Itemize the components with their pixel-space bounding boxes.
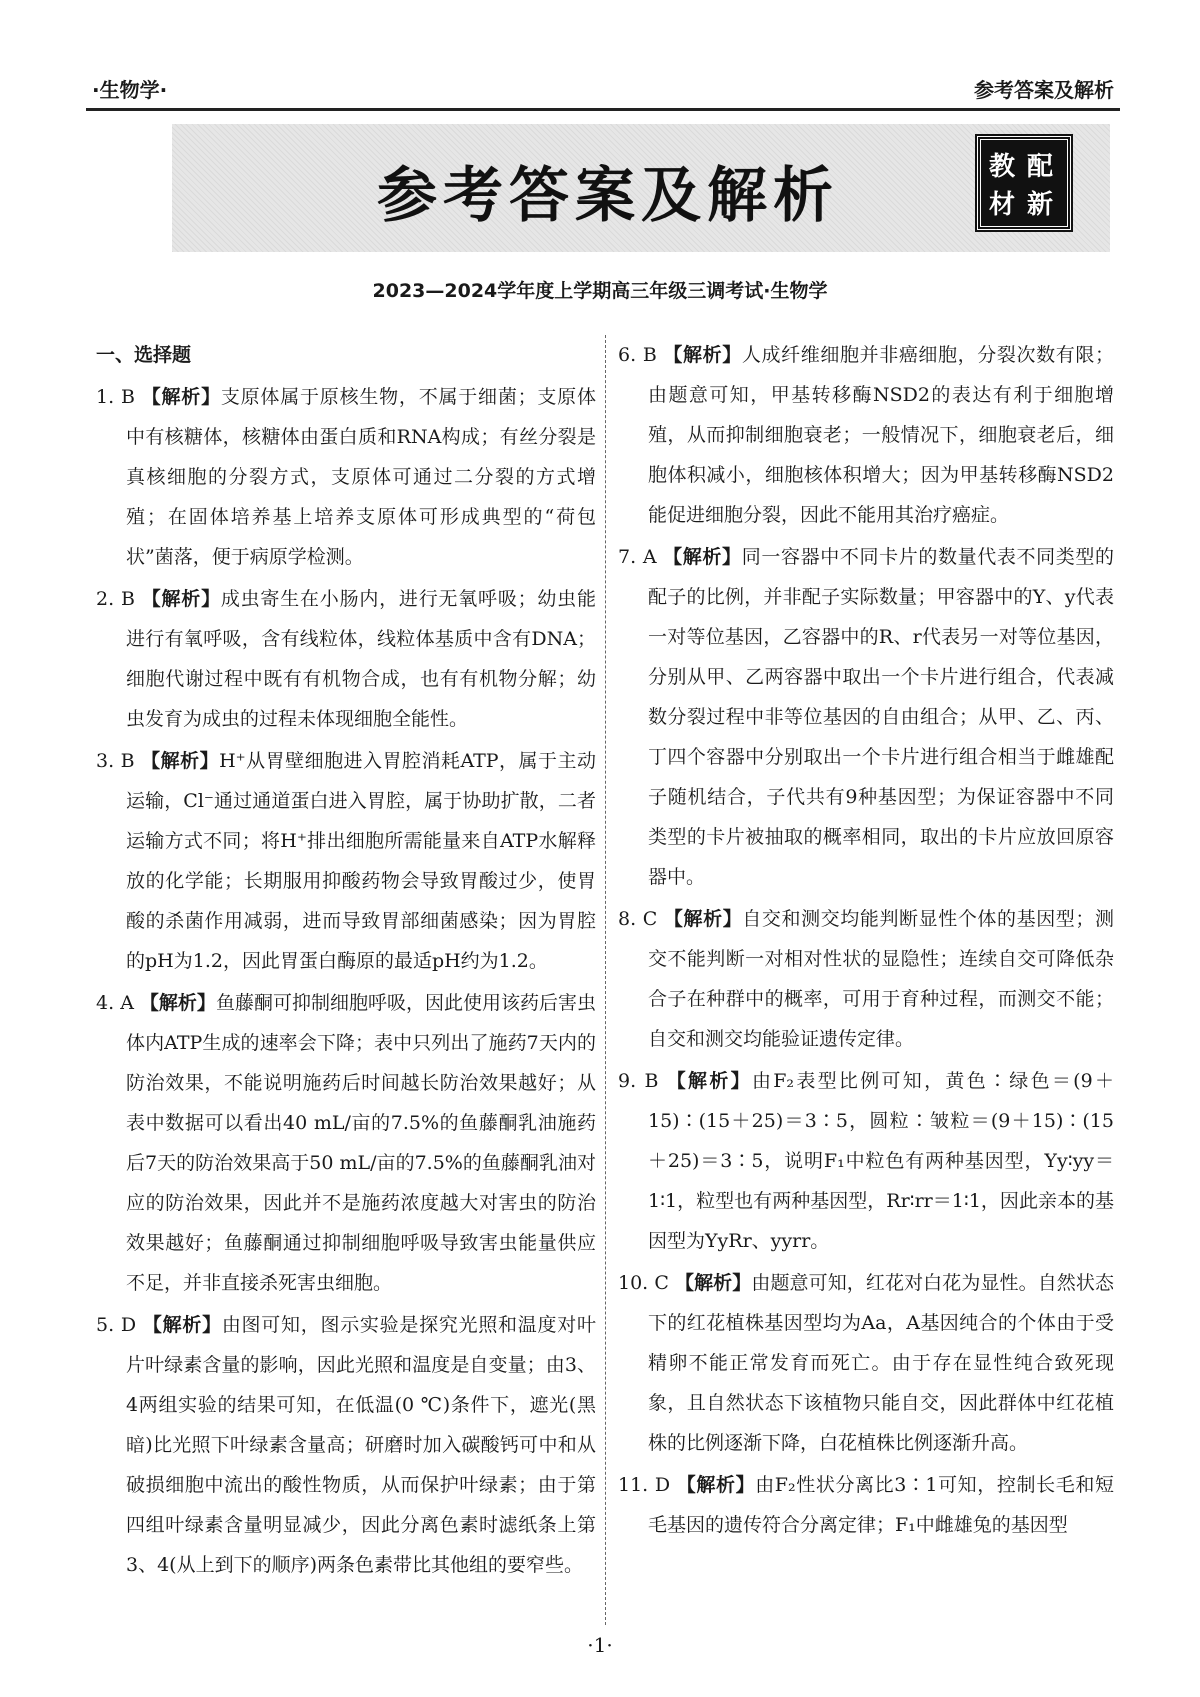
analysis-tag: 【解析】: [140, 588, 221, 610]
stamp-char-2: 配: [1027, 152, 1054, 182]
analysis-tag: 【解析】: [664, 1070, 752, 1092]
analysis-tag: 【解析】: [663, 908, 743, 930]
title-banner: [172, 124, 1110, 252]
question-number: 1.: [96, 386, 115, 408]
analysis-text: 人成纤维细胞并非癌细胞，分裂次数有限；由题意可知，甲基转移酶NSD2的表达有利于细胞增殖，从而抑制细胞衰老；一般情况下，细胞衰老后，细胞体积减小，细胞核体积增大；因为甲基转移酶NSD2能促进细胞分裂，因此不能用其治疗癌症。: [648, 344, 1114, 526]
question-number: 9.: [618, 1070, 637, 1092]
banner-title: 参考答案及解析: [377, 161, 839, 231]
analysis-text: 由F₂性状分离比3∶1可知，控制长毛和短毛基因的遗传符合分离定律；F₁中雌雄兔的基因型: [648, 1474, 1114, 1536]
question-number: 5.: [96, 1314, 115, 1336]
question-number: 3.: [96, 750, 115, 772]
question-number: 2.: [96, 588, 115, 610]
analysis-tag: 【解析】: [674, 1272, 752, 1294]
question-10: [618, 1263, 1114, 1463]
answer-letter: B: [120, 588, 135, 610]
analysis-tag: 【解析】: [142, 1314, 222, 1336]
textbook-stamp: [977, 136, 1071, 230]
question-2: [96, 579, 596, 739]
question-number: 7.: [618, 546, 637, 568]
question-number: 11.: [618, 1474, 649, 1496]
question-6: [618, 335, 1114, 535]
stamp-char-4: 新: [1027, 190, 1054, 220]
question-1: [96, 377, 596, 577]
exam-subtitle: 2023—2024学年度上学期高三年级三调考试·生物学: [372, 280, 828, 302]
question-4: [96, 983, 596, 1303]
answer-letter: C: [642, 908, 658, 930]
answer-letter: B: [120, 386, 135, 408]
page-number: ·1·: [587, 1633, 613, 1657]
answer-letter: D: [120, 1314, 137, 1336]
right-column: [618, 335, 1114, 1547]
analysis-text: 由F₂表型比例可知，黄色∶绿色＝(9＋15)∶(15＋25)＝3∶5，圆粒∶皱粒＝(9＋15)∶(15＋25)＝3∶5，说明F₁中粒色有两种基因型，Yy∶yy＝1∶1，粒型也有两种基因型，Rr∶rr＝1∶1，因此亲本的基因型为YyRr、yyrr。: [648, 1070, 1114, 1252]
answer-letter: C: [654, 1272, 669, 1294]
analysis-text: H⁺从胃壁细胞进入胃腔消耗ATP，属于主动运输，Cl⁻通过通道蛋白进入胃腔，属于协助扩散，二者运输方式不同；将H⁺排出细胞所需能量来自ATP水解释放的化学能；长期服用抑酸药物会导致胃酸过少，使胃酸的杀菌作用减弱，进而导致胃部细菌感染；因为胃腔的pH为1.2，因此胃蛋白酶原的最适pH约为1.2。: [126, 750, 596, 972]
column-divider: [605, 335, 606, 1625]
question-9: [618, 1061, 1114, 1261]
analysis-tag: 【解析】: [139, 992, 216, 1014]
question-8: [618, 899, 1114, 1059]
question-7: [618, 537, 1114, 897]
answer-letter: B: [120, 750, 135, 772]
answer-letter: D: [654, 1474, 671, 1496]
analysis-text: 由图可知，图示实验是探究光照和温度对叶片叶绿素含量的影响，因此光照和温度是自变量；由3、4两组实验的结果可知，在低温(0 ℃)条件下，遮光(黑暗)比光照下叶绿素含量高；研磨时加入碳酸钙可中和从破损细胞中流出的酸性物质，从而保护叶绿素；由于第四组叶绿素含量明显减少，因此分离色素时滤纸条上第3、4(从上到下的顺序)两条色素带比其他组的要窄些。: [126, 1314, 596, 1576]
analysis-tag: 【解析】: [140, 750, 220, 772]
question-number: 10.: [618, 1272, 649, 1294]
question-11: [618, 1465, 1114, 1545]
analysis-text: 同一容器中不同卡片的数量代表不同类型的配子的比例，并非配子实际数量；甲容器中的Y、y代表一对等位基因，乙容器中的R、r代表另一对等位基因，分别从甲、乙两容器中取出一个卡片进行组合，代表减数分裂过程中非等位基因的自由组合；从甲、乙、丙、丁四个容器中分别取出一个卡片进行组合相当于雌雄配子随机结合，子代共有9种基因型；为保证容器中不同类型的卡片被抽取的概率相同，取出的卡片应放回原容器中。: [648, 546, 1114, 888]
analysis-text: 成虫寄生在小肠内，进行无氧呼吸；幼虫能进行有氧呼吸，含有线粒体，线粒体基质中含有DNA；细胞代谢过程中既有有机物合成，也有有机物分解；幼虫发育为成虫的过程未体现细胞全能性。: [126, 588, 596, 730]
section-title: 一、选择题: [96, 344, 192, 366]
stamp-char-1: 教: [989, 152, 1016, 182]
question-3: [96, 741, 596, 981]
analysis-tag: 【解析】: [140, 386, 221, 408]
analysis-tag: 【解析】: [662, 546, 742, 568]
header-section: 参考答案及解析: [974, 78, 1114, 102]
analysis-text: 鱼藤酮可抑制细胞呼吸，因此使用该药后害虫体内ATP生成的速率会下降；表中只列出了施药7天内的防治效果，不能说明施药后时间越长防治效果越好；从表中数据可以看出40 mL/亩的7.5%的鱼藤酮乳油施药后7天的防治效果高于50 mL/亩的7.5%的鱼藤酮乳油对应的防治效果，因此并不是施药浓度越大对害虫的防治效果越好；鱼藤酮通过抑制细胞呼吸导致害虫能量供应不足，并非直接杀死害虫细胞。: [126, 992, 596, 1294]
left-column: [96, 335, 596, 1587]
header-subject: ·生物学·: [92, 78, 168, 102]
answer-letter: A: [120, 992, 134, 1014]
running-header: [86, 70, 1120, 111]
question-number: 8.: [618, 908, 637, 930]
question-number: 6.: [618, 344, 637, 366]
analysis-text: 由题意可知，红花对白花为显性。自然状态下的红花植株基因型均为Aa，A基因纯合的个体由于受精卵不能正常发育而死亡。由于存在显性纯合致死现象，且自然状态下该植物只能自交，因此群体中红花植株的比例逐渐下降，白花植株比例逐渐升高。: [648, 1272, 1114, 1454]
question-number: 4.: [96, 992, 115, 1014]
answer-letter: A: [642, 546, 657, 568]
analysis-text: 自交和测交均能判断显性个体的基因型；测交不能判断一对相对性状的显隐性；连续自交可降低杂合子在种群中的概率，可用于育种过程，而测交不能；自交和测交均能验证遗传定律。: [648, 908, 1114, 1050]
answer-letter: B: [644, 1070, 659, 1092]
analysis-text: 支原体属于原核生物，不属于细菌；支原体中有核糖体，核糖体由蛋白质和RNA构成；有丝分裂是真核细胞的分裂方式，支原体可通过二分裂的方式增殖；在固体培养基上培养支原体可形成典型的“荷包状”菌落，便于病原学检测。: [126, 386, 596, 568]
answer-letter: B: [642, 344, 657, 366]
analysis-tag: 【解析】: [676, 1474, 756, 1496]
question-5: [96, 1305, 596, 1585]
analysis-tag: 【解析】: [662, 344, 742, 366]
stamp-char-3: 材: [989, 190, 1016, 220]
